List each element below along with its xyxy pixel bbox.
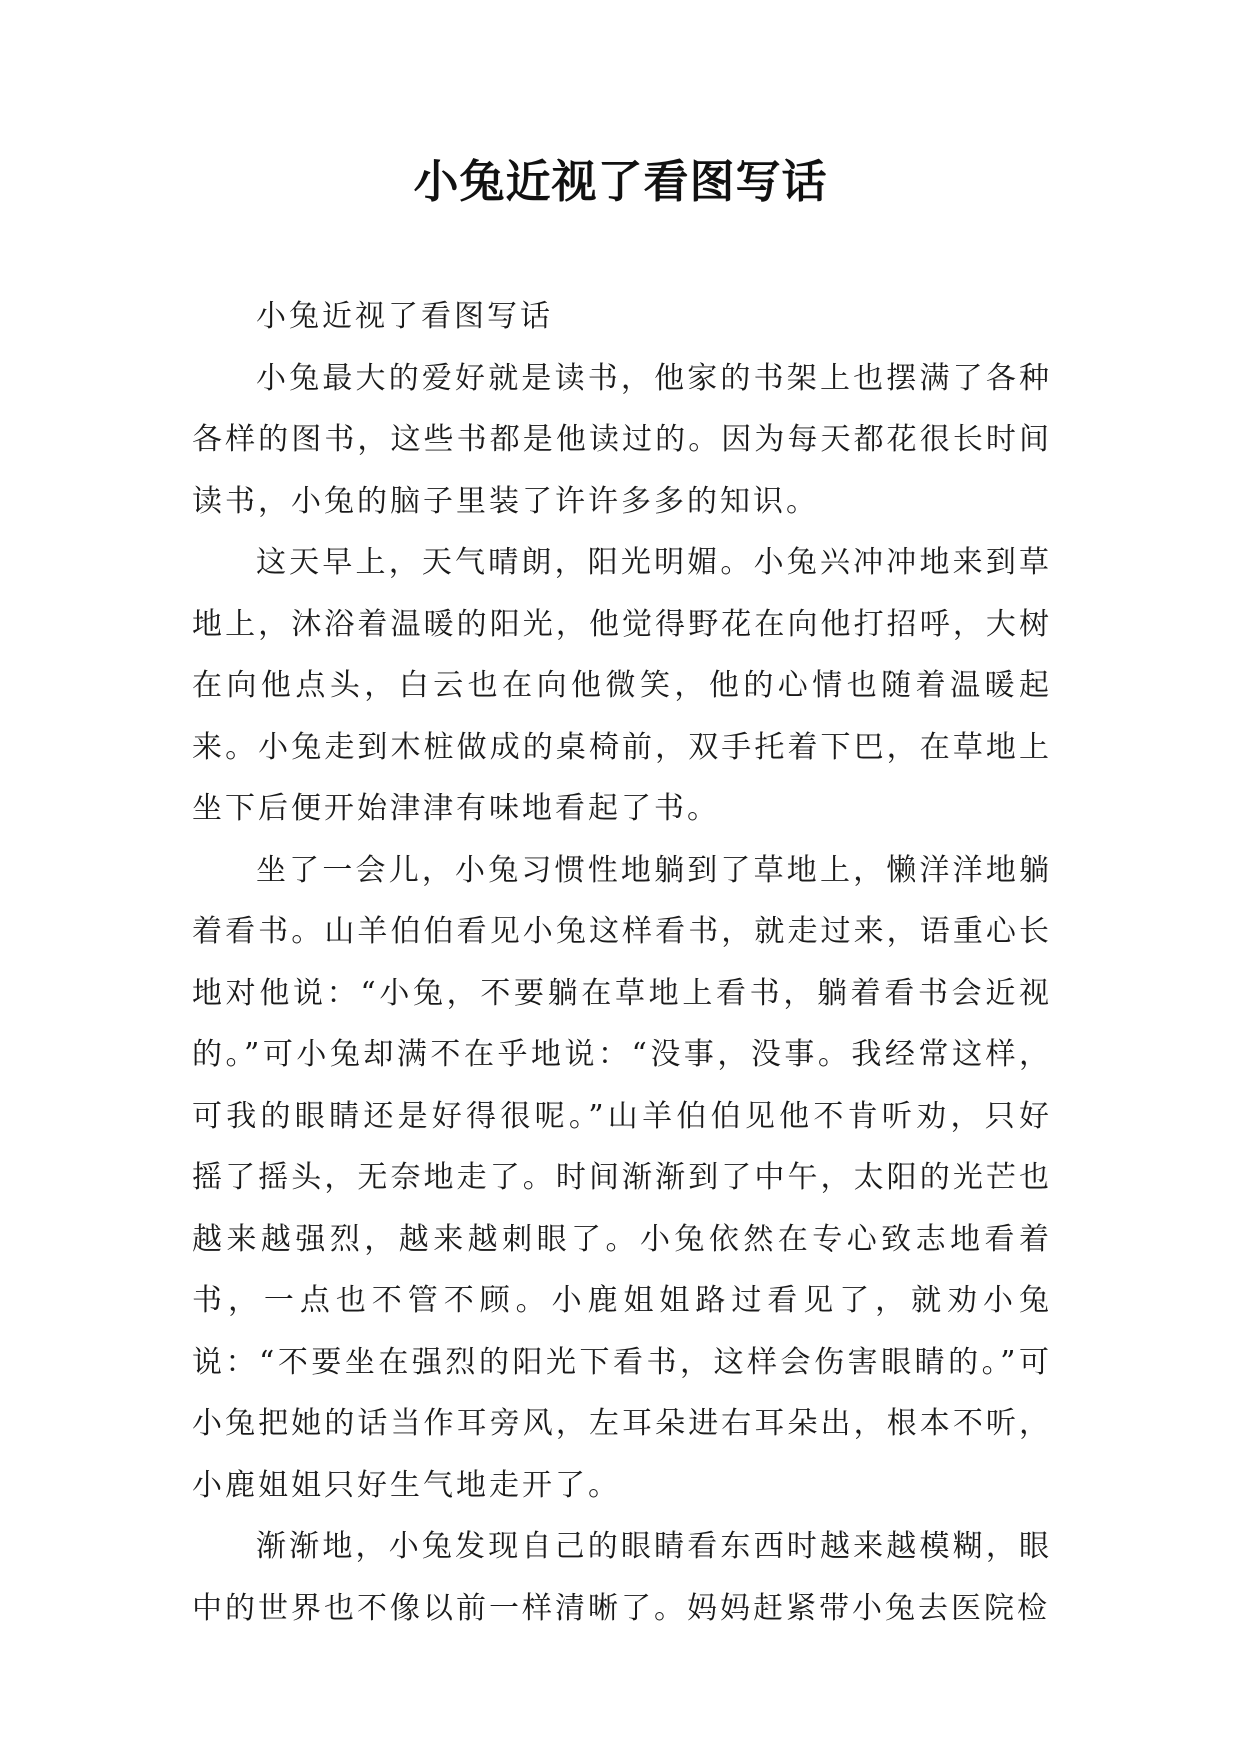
document-title: 小兔近视了看图写话 — [413, 155, 828, 208]
document-body — [192, 286, 1052, 1639]
paragraph: 小兔最大的爱好就是读书，他家的书架上也摆满了各种各样的图书，这些书都是他读过的。因为每天都花很长时间读书，小兔的脑子里装了许许多多的知识。 — [192, 360, 1052, 519]
paragraph: 坐了一会儿，小兔习惯性地躺到了草地上，懒洋洋地躺着看书。山羊伯伯看见小兔这样看书，就走过来，语重心长地对他说：“小兔，不要躺在草地上看书，躺着看书会近视的。”可小兔却满不在乎地说：“没事，没事。我经常这样，可我的眼睛还是好得很呢。”山羊伯伯见他不肯听劝，只好摇了摇头，无奈地走了。时间渐渐到了中午，太阳的光芒也越来越强烈，越来越刺眼了。小兔依然在专心致志地看着书，一点也不管不顾。小鹿姐姐路过看见了，就劝小兔说：“不要坐在强烈的阳光下看书，这样会伤害眼睛的。”可小兔把她的话当作耳旁风，左耳朵进右耳朵出，根本不听，小鹿姐姐只好生气地走开了。 — [192, 852, 1052, 1503]
paragraph: 渐渐地，小兔发现自己的眼睛看东西时越来越模糊，眼中的世界也不像以前一样清晰了。妈妈赶紧带小兔去医院检 — [192, 1529, 1052, 1626]
paragraph: 这天早上，天气晴朗，阳光明媚。小兔兴冲冲地来到草地上，沐浴着温暖的阳光，他觉得野花在向他打招呼，大树在向他点头，白云也在向他微笑，他的心情也随着温暖起来。小兔走到木桩做成的桌椅前，双手托着下巴，在草地上坐下后便开始津津有味地看起了书。 — [192, 545, 1052, 826]
paragraph-subtitle: 小兔近视了看图写话 — [256, 299, 553, 334]
